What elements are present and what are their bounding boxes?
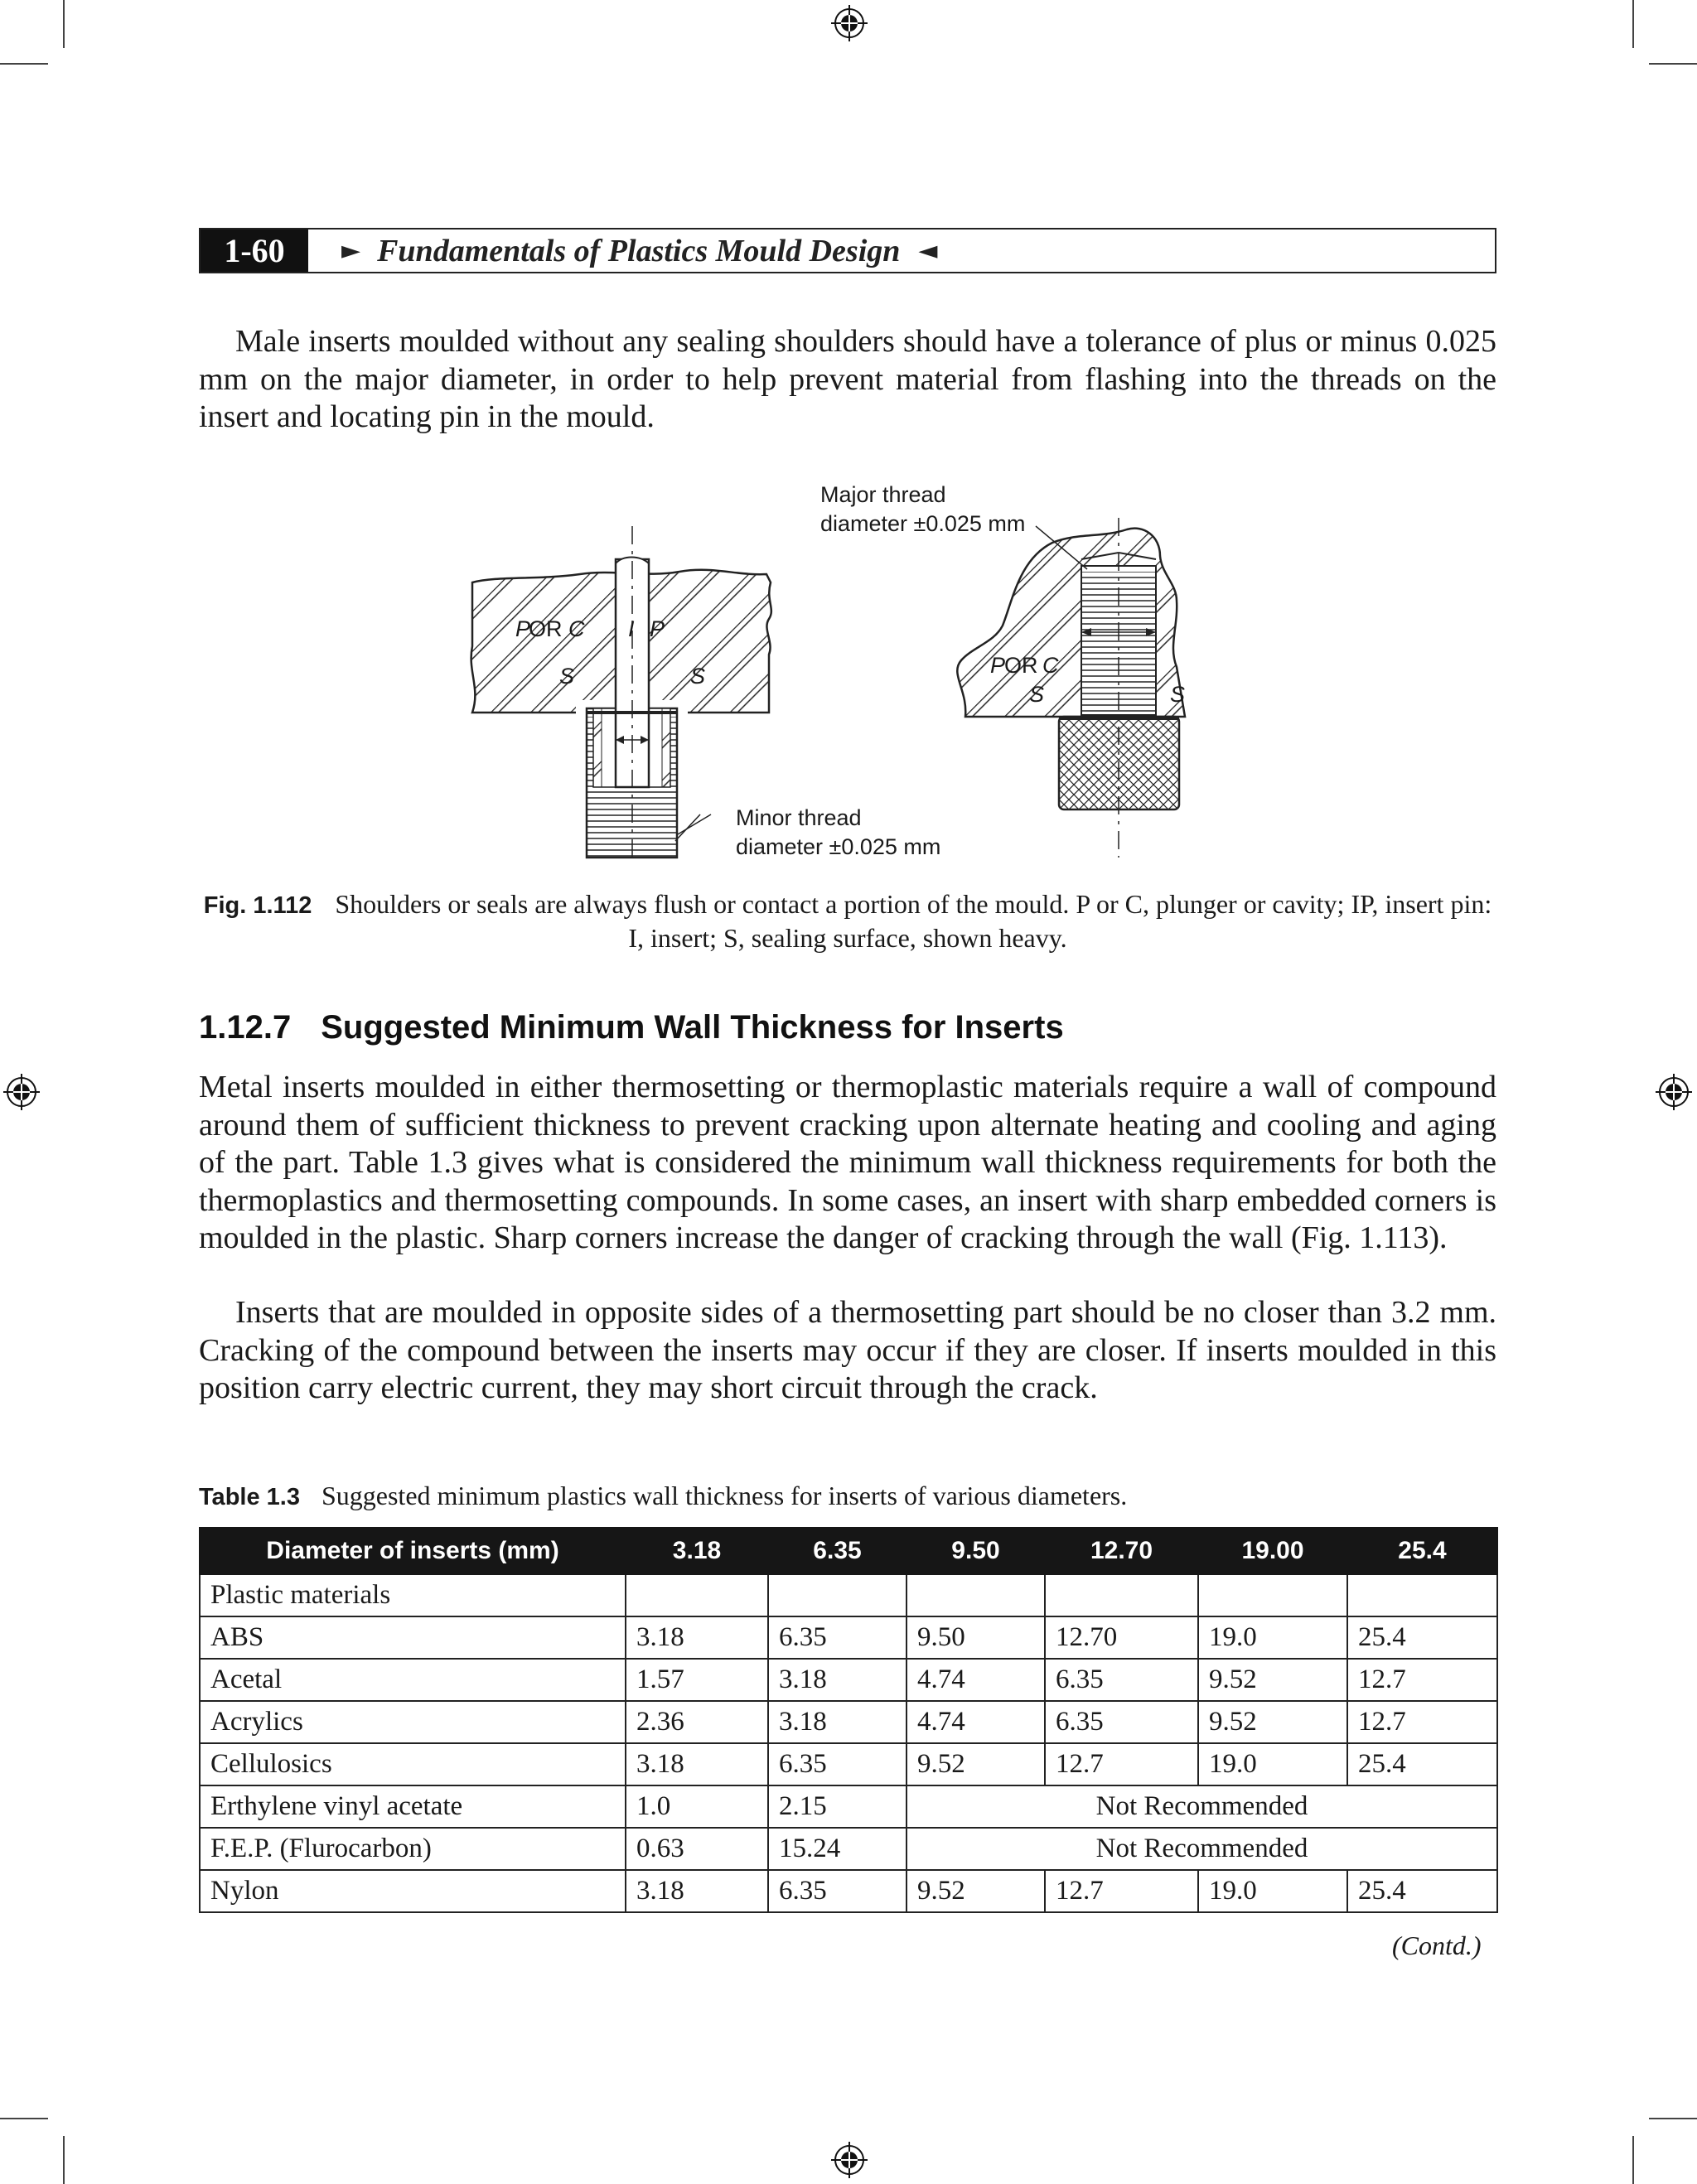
material-name: Erthylene vinyl acetate xyxy=(200,1785,626,1828)
table-cell: 3.18 xyxy=(626,1743,768,1785)
table-cell: 4.74 xyxy=(907,1701,1045,1743)
table-cell: 9.52 xyxy=(907,1870,1045,1912)
column-header: 25.4 xyxy=(1347,1528,1497,1574)
right-triangle-icon: ► xyxy=(341,236,361,265)
label-ip-p: P xyxy=(650,616,665,641)
left-mould-section xyxy=(471,526,771,858)
registration-mark-icon xyxy=(831,2142,868,2178)
table-group-row xyxy=(200,1574,1497,1616)
label-p: P xyxy=(990,653,1006,678)
table-cell: 19.0 xyxy=(1198,1743,1347,1785)
crop-mark xyxy=(63,0,65,48)
table-row xyxy=(200,1616,1497,1659)
table-cell: 9.50 xyxy=(907,1616,1045,1659)
label-c: C xyxy=(1042,653,1059,678)
label-p: P xyxy=(515,616,531,641)
crop-mark xyxy=(0,63,48,65)
label-s: S xyxy=(690,664,706,689)
major-thread-label: Major thread xyxy=(820,482,946,507)
continued-note: (Contd.) xyxy=(1392,1930,1482,1960)
table-header-row xyxy=(200,1528,1497,1574)
table-cell: 2.15 xyxy=(768,1785,907,1828)
left-triangle-icon: ◄ xyxy=(918,236,938,265)
material-name: Cellulosics xyxy=(200,1743,626,1785)
column-header: 6.35 xyxy=(768,1528,907,1574)
figure-caption-label: Fig. 1.112 xyxy=(203,892,312,919)
label-or: OR xyxy=(1004,653,1038,678)
label-s: S xyxy=(1170,682,1186,707)
table-cell: 6.35 xyxy=(768,1743,907,1785)
table-row xyxy=(200,1701,1497,1743)
table-cell: 6.35 xyxy=(1045,1701,1198,1743)
table-cell: 12.7 xyxy=(1045,1870,1198,1912)
crop-mark xyxy=(1632,0,1634,48)
table-cell: 12.7 xyxy=(1045,1743,1198,1785)
table-cell xyxy=(1347,1574,1497,1616)
column-header: Diameter of inserts (mm) xyxy=(200,1528,626,1574)
table-cell: 6.35 xyxy=(1045,1659,1198,1701)
table-cell xyxy=(768,1574,907,1616)
table-cell: 12.7 xyxy=(1347,1659,1497,1701)
figure-caption xyxy=(199,888,1496,954)
table-cell: 4.74 xyxy=(907,1659,1045,1701)
book-title: Fundamentals of Plastics Mould Design xyxy=(377,233,901,268)
crop-mark xyxy=(63,2136,65,2184)
table-cell: 6.35 xyxy=(768,1616,907,1659)
table-row xyxy=(200,1743,1497,1785)
label-i: I xyxy=(628,616,635,641)
label-s: S xyxy=(1029,682,1045,707)
table-caption-text: Suggested minimum plastics wall thickness for inserts of various diameters. xyxy=(321,1481,1128,1510)
running-header xyxy=(199,228,1496,273)
table-caption-label: Table 1.3 xyxy=(199,1484,300,1510)
registration-mark-icon xyxy=(1656,1074,1692,1110)
major-thread-tolerance: diameter ±0.025 mm xyxy=(820,511,1026,536)
column-header: 9.50 xyxy=(907,1528,1045,1574)
registration-mark-icon xyxy=(3,1074,40,1110)
table-row xyxy=(200,1785,1497,1828)
wall-thickness-table xyxy=(199,1527,1498,1913)
intro-paragraph: Male inserts moulded without any sealing shoulders should have a tolerance of plus or minus 0.025 mm on the major diameter, in order to help prevent material from flashing into the threads on the insert and locating pin in the mould. xyxy=(199,324,1496,434)
column-header: 3.18 xyxy=(626,1528,768,1574)
table-cell: 9.52 xyxy=(1198,1659,1347,1701)
table-cell: 9.52 xyxy=(907,1743,1045,1785)
table-row xyxy=(200,1659,1497,1701)
column-header: 12.70 xyxy=(1045,1528,1198,1574)
table-cell xyxy=(1198,1574,1347,1616)
material-name: Acetal xyxy=(200,1659,626,1701)
material-name: ABS xyxy=(200,1616,626,1659)
table-cell xyxy=(1045,1574,1198,1616)
table-cell: 25.4 xyxy=(1347,1743,1497,1785)
material-name: Nylon xyxy=(200,1870,626,1912)
table-cell: 25.4 xyxy=(1347,1616,1497,1659)
table-cell: 12.70 xyxy=(1045,1616,1198,1659)
label-s: S xyxy=(559,664,575,689)
crop-mark xyxy=(1649,2118,1697,2119)
table-cell: 2.36 xyxy=(626,1701,768,1743)
section-title: Suggested Minimum Wall Thickness for Inserts xyxy=(321,1009,1064,1046)
table-cell: 15.24 xyxy=(768,1828,907,1870)
not-recommended-cell: Not Recommended xyxy=(907,1828,1497,1870)
table-cell: 25.4 xyxy=(1347,1870,1497,1912)
table-cell: 12.7 xyxy=(1347,1701,1497,1743)
table-cell: 3.18 xyxy=(626,1616,768,1659)
section-heading xyxy=(199,1009,1064,1046)
body-paragraph: Metal inserts moulded in either thermosetting or thermoplastic materials require a wall of compound around them of sufficient thickness to prevent cracking upon alternate heating and cooling and aging of the part. Table 1.3 gives what is considered the minimum wall thickness requirements for both the thermoplastics and thermosetting compounds. In some cases, an insert with sharp embedded corners is moulded in the plastic. Sharp corners increase the danger of cracking through the wall (Fig. 1.113). xyxy=(199,1070,1496,1255)
insert-seal-diagram xyxy=(447,476,1276,866)
table-cell: 6.35 xyxy=(768,1870,907,1912)
minor-thread-tolerance: diameter ±0.025 mm xyxy=(736,834,941,859)
crop-mark xyxy=(0,2118,48,2119)
table-cell: 0.63 xyxy=(626,1828,768,1870)
table-cell: 3.18 xyxy=(768,1659,907,1701)
minor-thread-label: Minor thread xyxy=(736,805,862,830)
table-cell: 19.0 xyxy=(1198,1870,1347,1912)
figure-caption-text: Shoulders or seals are always flush or contact a portion of the mould. P or C, plunger or cavity; IP, insert pin: I, insert; S, sealing surface, shown heavy. xyxy=(335,889,1492,953)
table-caption xyxy=(199,1481,1127,1511)
not-recommended-cell: Not Recommended xyxy=(907,1785,1497,1828)
table-cell: 19.0 xyxy=(1198,1616,1347,1659)
body-paragraph: Inserts that are moulded in opposite sides of a thermosetting part should be no closer than 3.2 mm. Cracking of the compound between the inserts may occur if they are closer. If inserts moulded in this position carry electric current, they may short circuit through the crack. xyxy=(199,1295,1496,1405)
registration-mark-icon xyxy=(831,5,868,41)
crop-mark xyxy=(1632,2136,1634,2184)
material-name: Acrylics xyxy=(200,1701,626,1743)
table-cell: 3.18 xyxy=(768,1701,907,1743)
right-mould-section xyxy=(957,518,1185,858)
label-or: OR xyxy=(529,616,563,641)
material-name: F.E.P. (Flurocarbon) xyxy=(200,1828,626,1870)
table-row xyxy=(200,1828,1497,1870)
crop-mark xyxy=(1649,63,1697,65)
table-cell: 3.18 xyxy=(626,1870,768,1912)
column-header: 19.00 xyxy=(1198,1528,1347,1574)
label-c: C xyxy=(568,616,585,641)
table-cell xyxy=(907,1574,1045,1616)
table-row xyxy=(200,1870,1497,1912)
section-number: 1.12.7 xyxy=(199,1009,292,1046)
table-cell: 1.0 xyxy=(626,1785,768,1828)
table-cell: 9.52 xyxy=(1198,1701,1347,1743)
table-cell xyxy=(626,1574,768,1616)
page-number: 1-60 xyxy=(201,230,308,272)
group-label: Plastic materials xyxy=(200,1574,626,1616)
table-cell: 1.57 xyxy=(626,1659,768,1701)
